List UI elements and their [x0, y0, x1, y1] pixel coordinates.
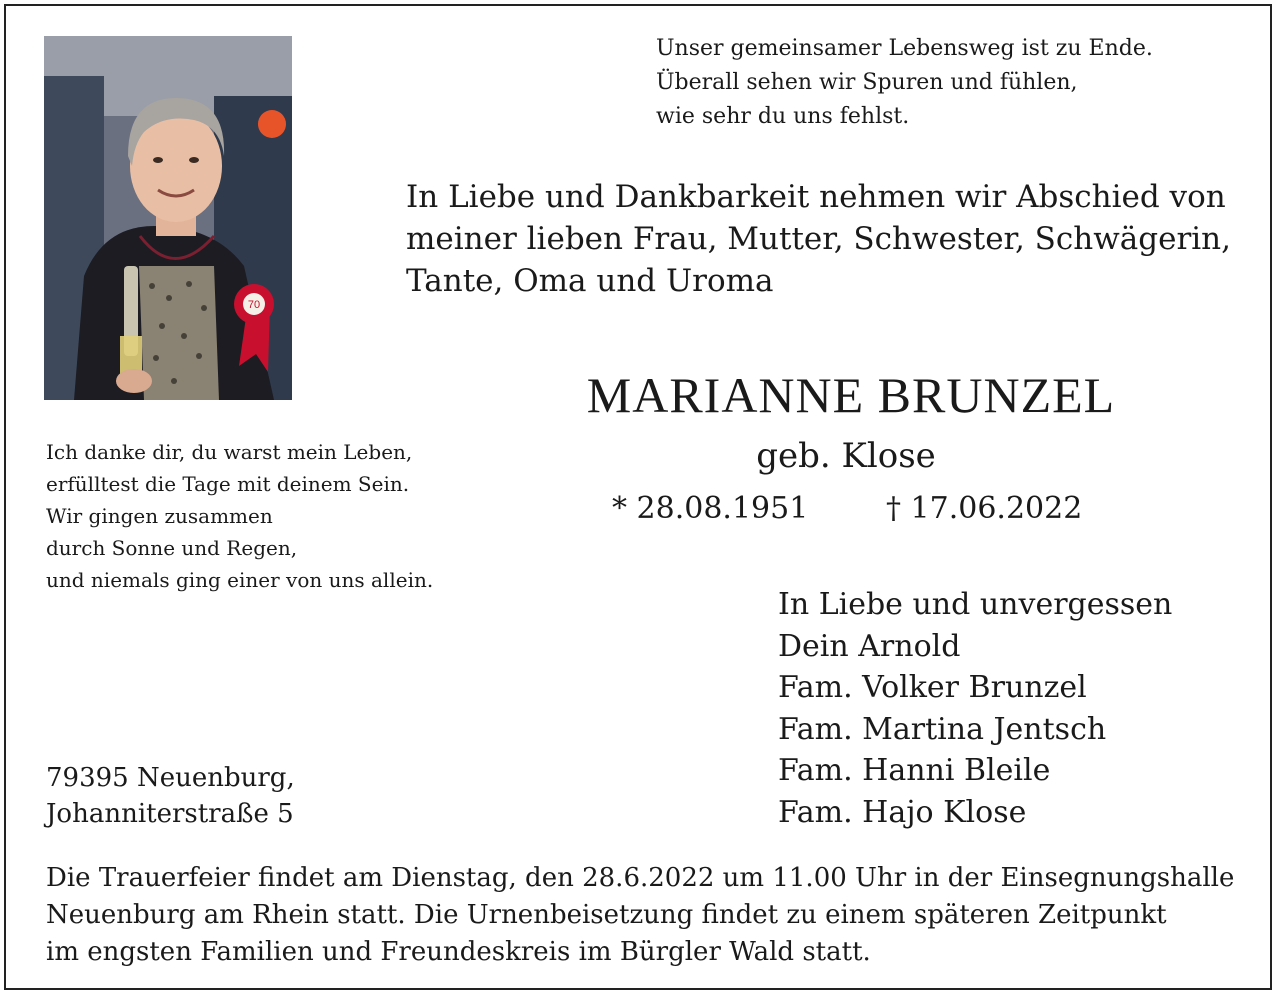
- service-info: [46, 860, 1266, 971]
- mourners-list: [778, 584, 1172, 833]
- verse-left: [46, 436, 433, 596]
- death-date: † 17.06.2022: [886, 491, 1083, 526]
- intro-line: In Liebe und Dankbarkeit nehmen wir Abschied von: [406, 179, 1226, 215]
- verse-left-line: und niemals ging einer von uns allein.: [46, 568, 434, 592]
- mourner-line: Fam. Hajo Klose: [778, 794, 1027, 830]
- verse-top-line: Überall sehen wir Spuren und fühlen,: [656, 70, 1078, 95]
- badge-number: 70: [247, 299, 261, 311]
- address-line: 79395 Neuenburg,: [46, 763, 295, 793]
- farewell-intro: [406, 176, 1231, 302]
- address-line: Johanniterstraße 5: [46, 799, 294, 829]
- verse-top: [656, 32, 1153, 134]
- portrait-illustration: [44, 36, 292, 400]
- portrait-photo: [44, 36, 292, 400]
- intro-line: meiner lieben Frau, Mutter, Schwester, Schwägerin,: [406, 221, 1231, 257]
- obituary-notice: [4, 4, 1272, 990]
- address: [46, 760, 295, 832]
- service-line: im engsten Familien und Freundeskreis im Bürgler Wald statt.: [46, 937, 871, 967]
- verse-left-line: Wir gingen zusammen: [46, 504, 273, 528]
- mourner-line: In Liebe und unvergessen: [778, 587, 1173, 622]
- verse-top-line: Unser gemeinsamer Lebensweg ist zu Ende.: [656, 36, 1153, 61]
- maiden-name: geb. Klose: [756, 436, 936, 476]
- mourner-line: Fam. Martina Jentsch: [778, 711, 1107, 747]
- deceased-name: MARIANNE BRUNZEL: [586, 367, 1116, 423]
- birth-date: * 28.08.1951: [612, 491, 809, 526]
- verse-top-line: wie sehr du uns fehlst.: [656, 104, 910, 129]
- service-line: Die Trauerfeier findet am Dienstag, den 28.6.2022 um 11.00 Uhr in der Einsegnungshalle: [46, 863, 1235, 893]
- verse-left-line: erfülltest die Tage mit deinem Sein.: [46, 472, 410, 496]
- intro-line: Tante, Oma und Uroma: [406, 263, 774, 299]
- service-line: Neuenburg am Rhein statt. Die Urnenbeisetzung findet zu einem späteren Zeitpunkt: [46, 900, 1167, 930]
- verse-left-line: durch Sonne und Regen,: [46, 536, 298, 560]
- mourner-line: Fam. Hanni Bleile: [778, 753, 1051, 788]
- mourner-line: Fam. Volker Brunzel: [778, 670, 1087, 705]
- mourner-line: Dein Arnold: [778, 628, 961, 664]
- verse-left-line: Ich danke dir, du warst mein Leben,: [46, 440, 413, 464]
